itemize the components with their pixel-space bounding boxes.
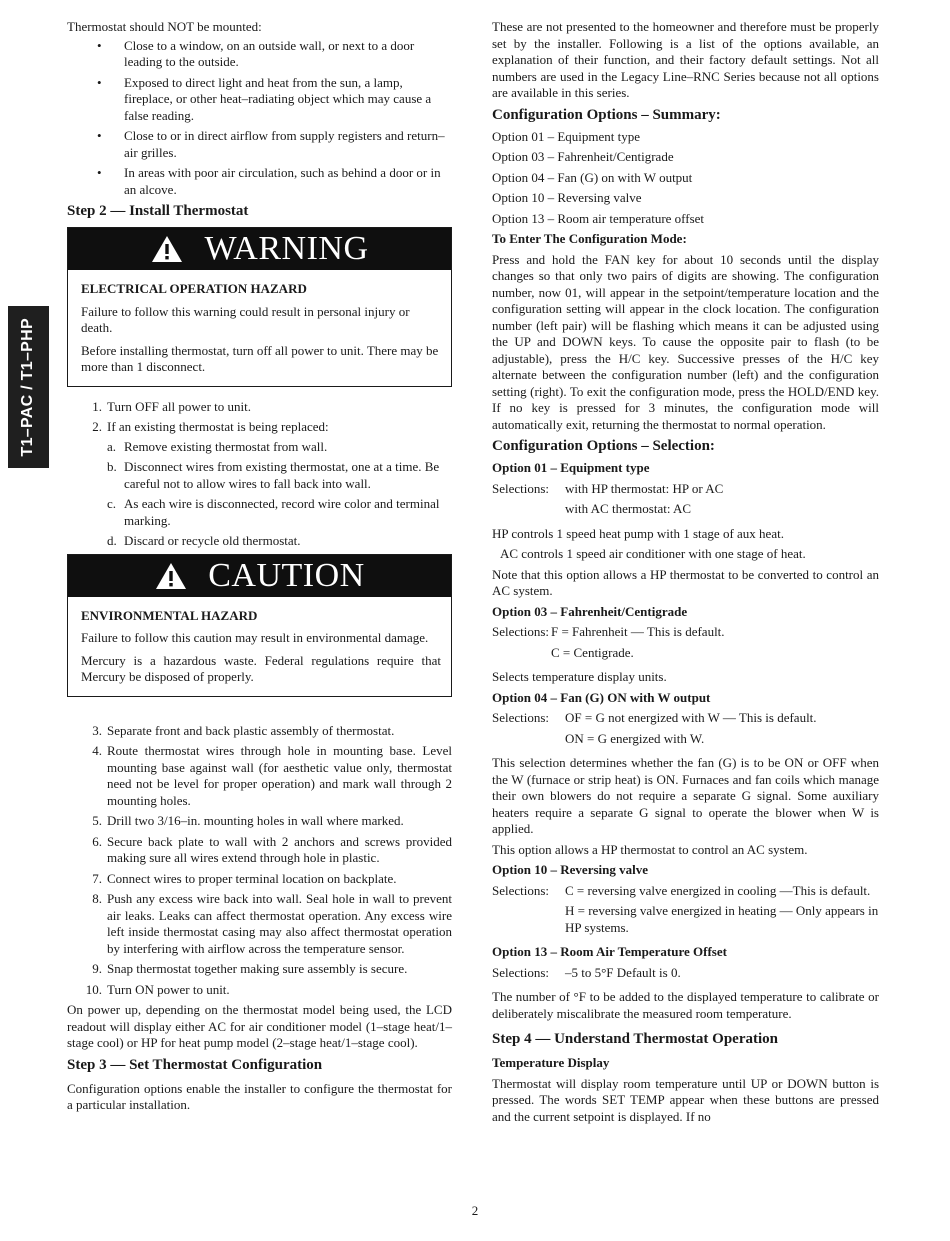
temperature-display-text: Thermostat will display room temperature until UP or DOWN button is pressed. The words SET TEMP appear when these buttons are pressed and the current setpoint is displayed. If no <box>492 1075 879 1124</box>
list-item: • Exposed to direct light and heat from the sun, a lamp, fireplace, or other heat–radiating object which may cause a false reading. <box>67 75 452 125</box>
warning-box <box>67 227 452 387</box>
step-text: Route thermostat wires through hole in mounting base. Level mounting base against wall (for aesthetic value only, thermostat need not be level for proper operation) and mark wall through 2 mounting holes. <box>107 743 452 808</box>
step-text: Push any excess wire back into wall. Seal hole in wall to prevent air leaks. Leaks can affect thermostat operation. Any excess wire left inside thermostat casing may also affect thermostat operation by interfering with airflow across the temperature sensor. <box>107 891 452 956</box>
list-item <box>107 439 452 456</box>
caution-body <box>68 597 451 696</box>
option-01-ac-text: AC controls 1 speed air conditioner with one stage of heat. <box>500 546 806 561</box>
selection-heading: Configuration Options – Selection: <box>492 438 715 454</box>
step-number: 7. <box>92 870 102 886</box>
step-number: 9. <box>92 961 102 976</box>
list-item <box>67 891 452 957</box>
list-item: Option 13 – Room air temperature offset <box>492 210 705 226</box>
step-text: Connect wires to proper terminal location on backplate. <box>107 870 397 886</box>
step-number: 8. <box>92 891 102 906</box>
mounting-intro: Thermostat should NOT be mounted: <box>67 19 262 34</box>
option-01-selections <box>492 481 879 522</box>
warning-title: WARNING <box>204 230 369 267</box>
selection-value: C = Centigrade. <box>551 644 634 660</box>
list-item: Option 10 – Reversing valve <box>492 190 642 205</box>
selection-values <box>565 965 879 986</box>
step-text: If an existing thermostat is being replaced: <box>107 419 329 434</box>
caution-header <box>68 555 451 597</box>
temperature-display-heading: Temperature Display <box>492 1055 610 1070</box>
step-number: 6. <box>92 833 102 849</box>
step-number: 10. <box>85 981 102 997</box>
list-item <box>107 533 452 550</box>
substep-letter: a. <box>107 438 117 454</box>
selection-value: F = Fahrenheit — This is default. <box>551 624 725 639</box>
selection-values <box>551 624 879 665</box>
list-item <box>67 961 452 978</box>
step-text: Turn ON power to unit. <box>107 981 230 997</box>
step-4-heading: Step 4 — Understand Thermostat Operation <box>492 1031 778 1047</box>
caution-title: CAUTION <box>208 556 365 594</box>
selections-label: Selections: <box>492 964 550 980</box>
list-item <box>67 813 452 830</box>
warning-text-1: Failure to follow this warning could result in personal injury or death. <box>81 303 410 335</box>
install-steps-b <box>67 723 452 999</box>
list-item: • Close to or in direct airflow from supply registers and return–air grilles. <box>67 128 452 161</box>
step-2-heading: Step 2 — Install Thermostat <box>67 203 249 219</box>
warning-body <box>68 270 451 386</box>
list-item <box>67 982 452 999</box>
option-10-selections <box>492 883 879 941</box>
list-item: Option 03 – Fahrenheit/Centigrade <box>492 149 674 164</box>
substep-text: As each wire is disconnected, record wire color and terminal marking. <box>124 496 440 528</box>
power-up-text: On power up, depending on the thermostat model being used, the LCD readout will display either AC for air conditioner model (1–stage heat/1–stage cool) or HP for heat pump model (2–stage heat/1–stage cool). <box>67 1002 452 1050</box>
substep-text: Remove existing thermostat from wall. <box>124 438 328 454</box>
warning-triangle-icon <box>150 234 184 264</box>
selection-value: with HP thermostat: HP or AC <box>565 480 724 496</box>
step-text: Drill two 3/16–in. mounting holes in wall where marked. <box>107 813 404 828</box>
mounting-bullet-list <box>67 38 452 199</box>
right-column <box>492 19 879 1129</box>
install-steps-a <box>67 399 452 550</box>
list-item: • In areas with poor air circulation, such as behind a door or in an alcove. <box>67 165 452 198</box>
option-01-heading: Option 01 – Equipment type <box>492 460 650 475</box>
caution-text-1: Failure to follow this caution may result in environmental damage. <box>81 630 429 645</box>
option-13-selections <box>492 965 879 986</box>
list-item <box>67 399 452 416</box>
selection-value: with AC thermostat: AC <box>565 501 692 516</box>
option-03-heading: Option 03 – Fahrenheit/Centigrade <box>492 603 688 619</box>
selection-values <box>565 883 879 941</box>
step-number: 4. <box>92 743 102 758</box>
selection-value: C = reversing valve energized in cooling —This is default. <box>565 882 871 898</box>
substep-text: Disconnect wires from existing thermostat, one at a time. Be careful not to allow wires to fall back into wall. <box>124 459 440 491</box>
option-04-note: This option allows a HP thermostat to control an AC system. <box>492 841 808 857</box>
left-column <box>67 19 452 1118</box>
warning-text-2: Before installing thermostat, turn off all power to unit. There may be more than 1 disconnect. <box>81 342 439 374</box>
page-number: 2 <box>471 1203 479 1218</box>
step-number: 5. <box>92 813 102 828</box>
option-04-text: This selection determines whether the fan (G) is to be ON or OFF when the W (furnace or strip heat) is ON. Furnaces and fan coils which manage their own blowers do not require a separate G signal. Some auxiliary heaters require a separate G signal to operate the blower when W is applied. <box>492 755 879 836</box>
enter-config-text: Press and hold the FAN key for about 10 seconds until the display changes so that only two pairs of digits are showing. The configuration number, now 01, will appear in the setpoint/temperature location and the configuration setting will appear in the clock location. The configuration number (left pair) will be flashing which means it can be adjusted using the UP and DOWN keys. To cause the opposite pair to flash (to be adjustable), press the H/C key. Successive presses of the H/C key alternate between the configuration number (left) and the configuration setting (right). To exit the configuration mode, press the HOLD/END key. If no key is pressed for 3 minutes, the configuration mode will automatically exit, returning the thermostat to normal operation. <box>492 251 879 432</box>
list-item: • Close to a window, on an outside wall, or next to a door leading to the outside. <box>67 38 452 71</box>
caution-text-2: Mercury is a hazardous waste. Federal regulations require that Mercury be disposed of properly. <box>81 652 441 684</box>
enter-config-heading: To Enter The Configuration Mode: <box>492 231 687 246</box>
list-item: Option 04 – Fan (G) on with W output <box>492 169 693 185</box>
side-tab <box>8 306 49 468</box>
substep-text: Discard or recycle old thermostat. <box>124 533 301 548</box>
warning-hazard: ELECTRICAL OPERATION HAZARD <box>81 281 307 296</box>
selections-label: Selections: <box>492 710 550 725</box>
step-text: Turn OFF all power to unit. <box>107 398 251 414</box>
option-13-heading: Option 13 – Room Air Temperature Offset <box>492 944 727 959</box>
step-text: Separate front and back plastic assembly of thermostat. <box>107 722 395 738</box>
caution-hazard: ENVIRONMENTAL HAZARD <box>81 607 258 623</box>
list-item: Option 01 – Equipment type <box>492 128 641 144</box>
substep-letter: d. <box>107 533 117 548</box>
selection-value: ON = G energized with W. <box>565 730 705 746</box>
list-item <box>67 743 452 809</box>
selection-value: H = reversing valve energized in heating — Only appears in HP systems. <box>565 903 879 935</box>
step-3-text: Configuration options enable the installer to configure the thermostat for a particular installation. <box>67 1080 452 1112</box>
substep-letter: b. <box>107 459 117 474</box>
option-04-selections <box>492 710 879 751</box>
step-text: Snap thermostat together making sure assembly is secure. <box>107 961 408 976</box>
list-item <box>67 419 452 550</box>
option-03-note: Selects temperature display units. <box>492 669 667 684</box>
option-01-note: Note that this option allows a HP thermostat to be converted to control an AC system. <box>492 566 879 598</box>
step-number: 1. <box>92 398 102 414</box>
step-number: 2. <box>92 419 102 434</box>
list-item <box>67 834 452 867</box>
side-tab-label: T1–PAC / T1–PHP <box>19 317 37 457</box>
list-item <box>67 871 452 888</box>
selections-label: Selections: <box>492 624 550 639</box>
warning-header <box>68 228 451 270</box>
step-text: Secure back plate to wall with 2 anchors and screws provided making sure all wires extend through hole in plastic. <box>107 833 452 865</box>
option-01-hp-text: HP controls 1 speed heat pump with 1 stage of aux heat. <box>492 525 784 541</box>
list-item <box>67 723 452 740</box>
selection-values <box>565 481 879 522</box>
selections-label: Selections: <box>492 480 550 496</box>
replace-substeps <box>107 439 452 550</box>
option-10-heading: Option 10 – Reversing valve <box>492 862 648 877</box>
selection-value: OF = G not energized with W — This is default. <box>565 710 817 725</box>
selections-label: Selections: <box>492 882 550 898</box>
step-3-heading: Step 3 — Set Thermostat Configuration <box>67 1056 323 1073</box>
summary-heading: Configuration Options – Summary: <box>492 106 721 123</box>
option-13-text: The number of °F to be added to the displayed temperature to calibrate or deliberately miscalibrate the measured room temperature. <box>492 989 879 1021</box>
option-03-selections <box>492 624 879 665</box>
caution-box <box>67 554 452 697</box>
substep-letter: c. <box>107 496 117 511</box>
list-item <box>107 496 452 529</box>
step-number: 3. <box>92 722 102 738</box>
selection-values <box>565 710 879 751</box>
config-intro: These are not presented to the homeowner and therefore must be properly set by the installer. Following is a list of the options available, an explanation of their function, and their factory default settings. Not all numbers are used in the Legacy Line–RNC Series because not all options are available in this series. <box>492 19 879 100</box>
option-04-heading: Option 04 – Fan (G) ON with W output <box>492 689 711 705</box>
list-item <box>107 459 452 492</box>
warning-triangle-icon <box>154 561 188 591</box>
selection-value: –5 to 5°F Default is 0. <box>565 964 681 980</box>
